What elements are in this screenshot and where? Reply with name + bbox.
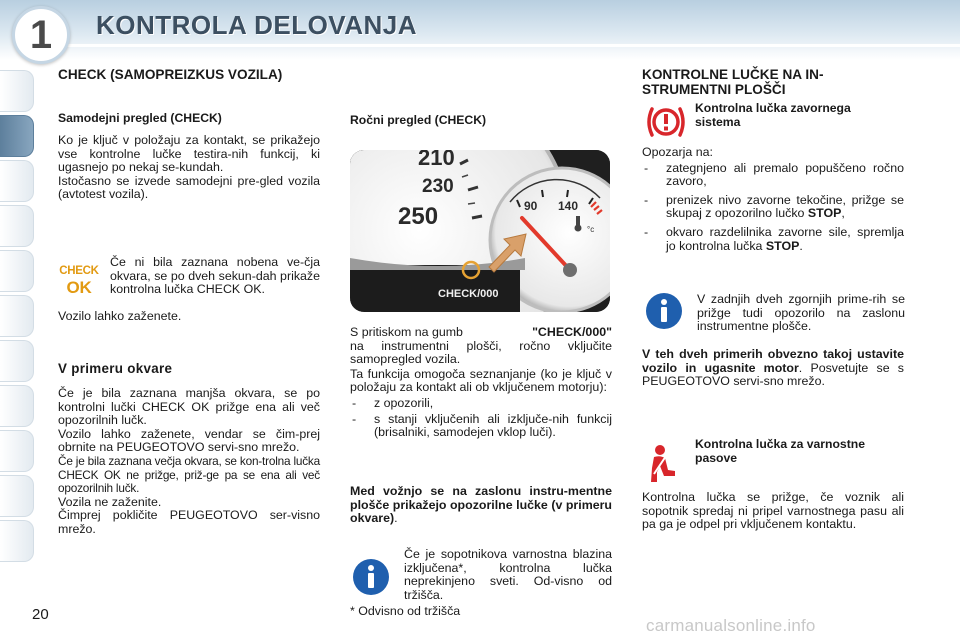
instrument-panel-illustration [350,150,610,312]
brake-warning-title: Kontrolna lučka zavornega sistema [695,101,851,129]
speed-label: 250 [398,203,439,230]
text-manual-check-1b: na instrumentni plošči, ročno vključite samopregled vozila. [350,338,612,367]
text-major-fault: Če je bila zaznana večja okvara, se kon-trolna lučka CHECK OK ne prižge, priž-ge pa se ena ali več opozorilnih lučk. [58,453,320,496]
note-driving-warnings [350,485,612,526]
text-manual-check-2: Ta funkcija omogoča seznanjanje (ko je ključ v položaju za kontakt ali ob vključenem motorju): [350,366,612,395]
brake-warning-list [642,162,904,254]
seatbelt-icon [645,444,681,489]
speed-label: 230 [422,176,454,197]
page-number: 20 [32,606,49,623]
text-auto-check-2: Istočasno se izvede samodejni pre-gled vozila (avtotest vozila). [58,173,320,202]
needle-hub [563,263,577,277]
info-icon [645,292,683,335]
subheading-manual-check: Ročni pregled (CHECK) [350,113,487,127]
chapter-tab-active[interactable] [0,115,34,157]
list-item-text: okvaro razdelilnika zavorne sile, spremlja jo kontrolna lučka [666,224,904,253]
paragraph-auto-check [58,134,320,202]
chapter-tab[interactable] [0,70,34,112]
page-title: KONTROLA DELOVANJA [96,10,417,40]
list-item: - s stanji vključenih ali izključe-nih funkcij (brisalniki, samodejen vklop luči). [350,413,612,440]
list-item-end: . [799,238,803,253]
watermark: carmanualsonline.info [646,616,816,635]
chapter-tabs [0,70,40,565]
chapter-tab[interactable] [0,520,34,562]
list-item [642,194,904,221]
text-manual-check-1 [350,326,612,367]
text-passenger-airbag: Če je sopotnikova varnostna blazina izključena*, kontrolna lučka neprekinjeno sveti. Od-visno od tržišča. [404,547,612,602]
info-icon [352,558,390,601]
text-manual-check-1a: S pritiskom na gumb [350,325,463,339]
note-stop-vehicle [642,348,904,389]
text-do-not-start: Vozila ne zaženite. [58,494,162,509]
paragraph-fault [58,387,320,537]
subheading-fault: V primeru okvare [58,361,173,376]
chapter-tab[interactable] [0,295,34,337]
text-minor-fault: Če je bila zaznana manjša okvara, se po kontrolni lučki CHECK OK prižge ena ali več opozorilnih lučk. [58,386,320,428]
text-dashboard-warning: V zadnjih dveh zgornjih prime-rih se prižge tudi opozorilo na zaslonu instrumentne plošče. [697,292,905,334]
text-stop-vehicle: V teh dveh primerih obvezno takoj ustavite vozilo in ugasnite motor [642,347,904,375]
text-start-vehicle: Vozilo lahko zaženete. [58,309,182,323]
text-warns-about: Opozarja na: [642,145,713,159]
text-auto-check-1: Ko je ključ v položaju za kontakt, se prikažejo vse kontrolne lučke testira-nih funkcij, ki ugasnejo po nekaj se-kundah. [58,133,320,175]
check-ok-icon [57,264,101,300]
list-item-text: zategnjeno ali premalo popuščeno ročno zavoro, [666,160,904,189]
check-ok-icon-label-top: CHECK [59,265,99,277]
text-call-service: Čimprej pokličite PEUGEOTOVO ser-visno mrežo. [58,508,320,536]
stop-label: STOP [807,206,842,221]
chapter-tab[interactable] [0,160,34,202]
list-item [642,226,904,253]
temp-unit-label: °c [587,225,595,234]
text-minor-fault-action: Vozilo lahko zaženete, vendar se čim-prej obrnite na PEUGEOTOVO servi-sno mrežo. [58,426,320,455]
temp-label: 90 [524,199,538,213]
temp-label: 140 [558,199,579,213]
section-heading-warning-lights: KONTROLNE LUČKE NA IN-STRUMENTNI PLOŠČI [642,67,824,97]
text-check-ok: Če ni bila zaznana nobena ve-čja okvara, se po dveh sekun-dah prikaže kontrolna lučka CHECK OK. [110,255,320,297]
check-button-label: CHECK/000 [438,288,499,300]
chapter-tab[interactable] [0,385,34,427]
list-item [642,162,904,189]
paragraph-manual-check [350,326,612,440]
chapter-tab[interactable] [0,340,34,382]
brake-warning-icon [645,104,687,145]
chapter-tab[interactable] [0,205,34,247]
check-ok-icon-label-bottom: OK [66,278,92,297]
speed-label: 210 [418,150,455,170]
text-driving-warnings-end: . [394,511,398,526]
section-heading-check: CHECK (SAMOPREIZKUS VOZILA) [58,67,283,82]
chapter-tab[interactable] [0,430,34,472]
text-seatbelt-warning: Kontrolna lučka se prižge, če voznik ali sopotnik spredaj ni pripel varnostnega pasu ali pa ga je odpel pri vključenem kontaktu. [642,490,904,532]
chapter-tab[interactable] [0,475,34,517]
seatbelt-warning-title: Kontrolna lučka za varnostne pasove [695,437,865,465]
text-check-button-name: "CHECK/000" [532,325,612,339]
chapter-number-badge: 1 [12,6,70,64]
footnote: * Odvisno od tržišča [350,604,461,618]
list-item: - z opozorili, [350,397,612,411]
list-item-text: prenizek nivo zavorne tekočine, prižge se skupaj z opozorilno lučko [666,192,904,221]
list-item-end: , [841,206,845,221]
subheading-automatic-check: Samodejni pregled (CHECK) [58,111,222,125]
stop-label: STOP [765,238,800,253]
text-driving-warnings: Med vožnjo se na zaslonu instru-mentne plošče prikažejo opozorilne lučke (v primeru okvare) [350,484,612,526]
chapter-tab[interactable] [0,250,34,292]
brake-warning-description [642,146,904,253]
text-contact-service: . Posvetujte se s PEUGEOTOVO servi-sno mrežo. [642,360,904,389]
instrument-panel-photo [350,150,610,312]
header-divider [60,44,960,47]
manual-check-list [350,397,612,440]
